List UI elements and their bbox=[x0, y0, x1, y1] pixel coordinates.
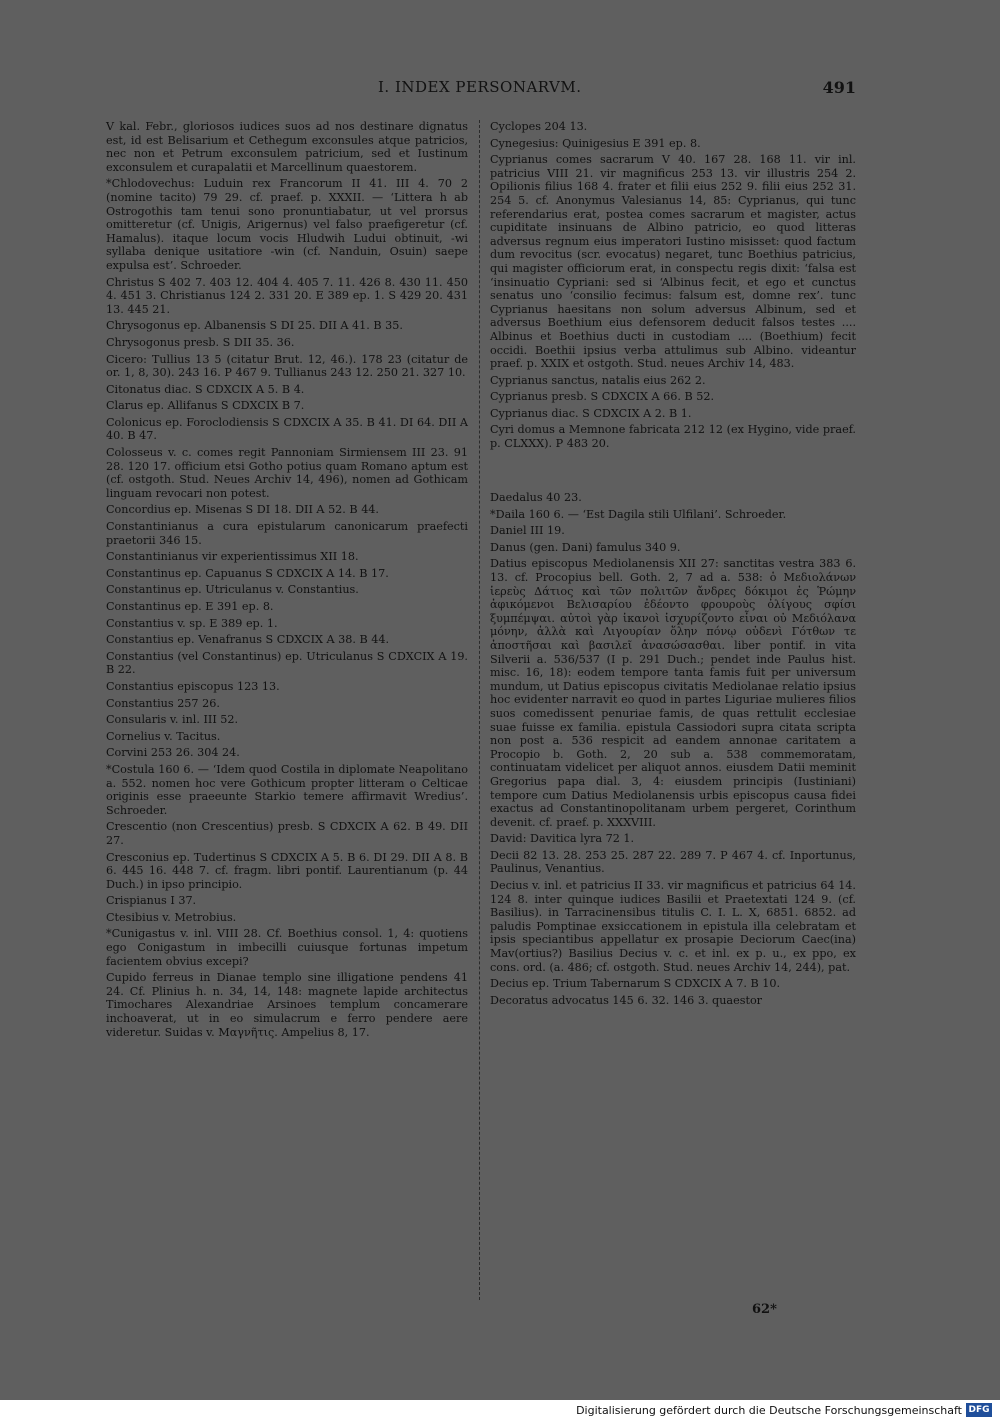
index-entry: Constantius 257 26. bbox=[106, 696, 220, 710]
left-column bbox=[106, 120, 468, 1042]
index-entry: Constantius episcopus 123 13. bbox=[106, 679, 280, 693]
index-entry: Chrysogonus presb. S DII 35. 36. bbox=[106, 335, 295, 349]
index-entry: Danus (gen. Dani) famulus 340 9. bbox=[490, 540, 681, 554]
index-entry: Cyri domus a Memnone fabricata 212 12 (ex Hygino, vide praef. p. CLXXX). P 483 20. bbox=[490, 423, 856, 451]
page-header bbox=[108, 78, 856, 104]
index-entry: Corvini 253 26. 304 24. bbox=[106, 746, 240, 760]
index-entry: Daedalus 40 23. bbox=[490, 491, 582, 505]
index-entry: Cyprianus diac. S CDXCIX A 2. B 1. bbox=[490, 406, 692, 420]
index-entry: Christus S 402 7. 403 12. 404 4. 405 7. 11. 426 8. 430 11. 450 4. 451 3. Christianus 124 2. 331 20. E 389 ep. 1. S 429 20. 431 13. 445 21. bbox=[106, 275, 468, 316]
section-gap bbox=[490, 462, 856, 480]
index-entry: Datius episcopus Mediolanensis XII 27: sanctitas vestra 383 6. 13. cf. Procopius bell. Goth. 2, 7 ad a. 538: ὁ Μεδιολάνων ἱερεὺς Δάτιος καὶ τῶν πολιτῶν ἄνδρες δόκιμοι ἐς Ῥώμην ἀφικόμενοι Βελισαρίου ἐδέοντο φρουροὺς ὀλίγους σφίσι ξυμπέμψαι. αὐτοὶ γὰρ ἱκανοὶ ἰσχυρίζοντο εἶναι οὐ Μεδιόλανα μόνην, ἀλλὰ καὶ Λιγουρίαν ὅλην πόνῳ οὐδενὶ Γότθων τε ἀποστῆσαι καὶ βασιλεῖ ἀνασώσασθαι. liber pontif. in vita Silverii a. 536/537 (I p. 291 Duch.; pendet inde Paulus hist. misc. 16, 18): eodem tempore tanta famis fuit per universum mundum, ut Datius episcopus civitatis Mediolanae relatio ipsius hoc evidenter narravit eo quod in partes Liguriae mulieres filios suos comedissent penuriae famis, de quas rettulit ecclesiae suae fuisse ex familia. epistula Cassiodori supra citata scripta non post a. 536 respicit ad eandem annonae caritatem a Procopio b. Goth. 2, 20 sub a. 538 commemoratam, continuatam videlicet per aliquot annos. eiusdem Datii meminit Gregorius papa dial. 3, 4: eiusdem principis (Iustiniani) tempore cum Datius Mediolanensis urbis episcopus causa fidei exactus ad Constantinopolitanam urbem pergeret, Corinthum devenit. cf. praef. p. XXXVIII. bbox=[490, 557, 856, 829]
signature-mark: 62* bbox=[752, 1302, 777, 1317]
footer-bar bbox=[0, 1400, 1000, 1421]
index-entry: *Cunigastus v. inl. VIII 28. Cf. Boethius consol. 1, 4: quotiens ego Conigastum in imbecilli cuiusque fortunas impetum facientem obvius excepi? bbox=[106, 927, 468, 968]
index-entry: Decius v. inl. et patricius II 33. vir magnificus et patricius 64 14. 124 8. inter quinque iudices Basilii et Praetextati 124 9. (cf. Basilius). in Tarracinensibus titulis C. I. L. X, 6851. 6852. ad paludis Pomptinae exsiccationem in epistula illa celebratam et ipsis speciantibus appellatur ex prosapie Deciorum Caec(ina) Mav(ortius?) Basilius Decius v. c. et inl. ex p. u., ex ppo, ex cons. ord. (a. 486; cf. ostgoth. Stud. neues Archiv 14, 244), pat. bbox=[490, 879, 856, 974]
index-entry: Cyprianus presb. S CDXCIX A 66. B 52. bbox=[490, 390, 715, 404]
index-entry: Citonatus diac. S CDXCIX A 5. B 4. bbox=[106, 382, 305, 396]
index-entry: Crescentio (non Crescentius) presb. S CDXCIX A 62. B 49. DII 27. bbox=[106, 820, 468, 847]
index-entry: *Daila 160 6. — ‘Est Dagila stili Ulfilani’. Schroeder. bbox=[490, 507, 787, 521]
page-number: 491 bbox=[822, 78, 856, 97]
index-entry: Decius ep. Trium Tabernarum S CDXCIX A 7. B 10. bbox=[490, 977, 781, 991]
index-entry: Decii 82 13. 28. 253 25. 287 22. 289 7. P 467 4. cf. Inportunus, Paulinus, Venantius. bbox=[490, 848, 856, 876]
index-entry: Colonicus ep. Foroclodiensis S CDXCIX A 35. B 41. DI 64. DII A 40. B 47. bbox=[106, 415, 468, 443]
footer-credit-text: Digitalisierung gefördert durch die Deutsche Forschungsgemeinschaft bbox=[576, 1404, 962, 1417]
index-entry: Constantinianus a cura epistularum canonicarum praefecti praetorii 346 15. bbox=[106, 520, 468, 547]
index-entry: Cornelius v. Tacitus. bbox=[106, 729, 221, 743]
index-entry: Constantinus ep. Capuanus S CDXCIX A 14. B 17. bbox=[106, 566, 389, 580]
index-entry: Cyprianus comes sacrarum V 40. 167 28. 168 11. vir inl. patricius VIII 21. vir magnificus 253 13. vir illustris 254 2. Opilionis filius 168 4. frater et filii eius 252 9. filii eius 252 31. 254 5. cf. Anonymus Valesianus 14, 85: Cyprianus, qui tunc referendarius erat, postea comes sacrarum et magister, actus cupiditate insinuans de Albino patricio, eo quod litteras adversus regnum eius imperatori Iustino misisset: quod factum dum revocitus (scr. evocatus) negaret, tunc Boethius patricius, qui magister officiorum erat, in conspectu regis dixit: ‘falsa est ‘insinuatio Cypriani: sed si ‘Albinus fecit, et ego et cunctus senatus uno ‘consilio fecimus: falsum est, domne rex’. tunc Cyprianus haesitans non solum adversus Albinum, sed et adversus Boethium eius defensorem deducit falsos testes .... Albinus et Boethius ducti in custodiam .... (Boethium) fecit occidi. Boethii ipsius verba attulimus sub Albino. videantur praef. p. XXIX et ostgoth. Stud. neues Archiv 14, 483. bbox=[490, 153, 856, 371]
index-entry: Constantinus ep. E 391 ep. 8. bbox=[106, 600, 274, 613]
index-entry: Ctesibius v. Metrobius. bbox=[106, 910, 237, 924]
index-entry: Clarus ep. Allifanus S CDXCIX B 7. bbox=[106, 399, 305, 413]
index-entry: Chrysogonus ep. Albanensis S DI 25. DII A 41. B 35. bbox=[106, 319, 403, 333]
index-entry: *Chlodovechus: Luduin rex Francorum II 41. III 4. 70 2 (nomine tacito) 79 29. cf. praef. p. XXXII. — ‘Littera h ab Ostrogothis tam tenui sono pronuntiabatur, ut vel prorsus omitteretur (cf. Unigis, Arigernus) vel falso praefigeretur (cf. Hamalus). itaque locum vocis Hludwih Ludui obtinuit, -wi syllaba denique usitatiore -win (cf. Nanduin, Osuin) saepe expulsa est’. Schroeder. bbox=[106, 177, 468, 272]
index-entry: Constantius ep. Venafranus S CDXCIX A 38. B 44. bbox=[106, 633, 390, 647]
index-entry: David: Davitica lyra 72 1. bbox=[490, 832, 635, 846]
index-entry: Decoratus advocatus 145 6. 32. 146 3. quaestor bbox=[490, 993, 763, 1007]
dfg-logo-icon: DFG bbox=[966, 1403, 992, 1417]
index-entry: *Costula 160 6. — ‘Idem quod Costila in diplomate Neapolitano a. 552. nomen hoc vere Gothicum propter litteram o Celticae originis esse praeeunte Starkio temere affirmavit Wredius’. Schroeder. bbox=[106, 762, 468, 817]
index-entry: Concordius ep. Misenas S DI 18. DII A 52. B 44. bbox=[106, 503, 379, 517]
index-entry: Cynegesius: Quinigesius E 391 ep. 8. bbox=[490, 136, 701, 150]
index-entry: Cresconius ep. Tudertinus S CDXCIX A 5. B 6. DI 29. DII A 8. B 6. 445 16. 448 7. cf. fragm. libri pontif. Laurentianum (p. 44 Duch.) in ipso principio. bbox=[106, 850, 468, 891]
running-title: I. INDEX PERSONARVM. bbox=[378, 78, 582, 96]
index-entry: Cupido ferreus in Dianae templo sine illigatione pendens 41 24. Cf. Plinius h. n. 34, 14, 148: magnete lapide architectus Timochares Alexandriae Arsinoes templum concamerare inchoaverat, ut in eo simulacrum e ferro pendere aere videretur. Suidas v. Μαγνῆτις. Ampelius 8, 17. bbox=[106, 971, 468, 1039]
index-entry: Constantinianus vir experientissimus XII 18. bbox=[106, 550, 359, 564]
index-entry: Constantius (vel Constantinus) ep. Utriculanus S CDXCIX A 19. B 22. bbox=[106, 649, 468, 677]
index-entry: Consularis v. inl. III 52. bbox=[106, 713, 239, 727]
index-entry: Cyprianus sanctus, natalis eius 262 2. bbox=[490, 373, 706, 387]
index-entry: Cicero: Tullius 13 5 (citatur Brut. 12, 46.). 178 23 (citatur de or. 1, 8, 30). 243 16. P 467 9. Tullianus 243 12. 250 21. 327 10. bbox=[106, 352, 468, 380]
index-entry: Colosseus v. c. comes regit Pannoniam Sirmiensem III 23. 91 28. 120 17. officium etsi Gotho potius quam Romano aptum est (cf. ostgoth. Stud. Neues Archiv 14, 496), nomen ad Gothicam linguam revocari non potest. bbox=[106, 446, 468, 500]
index-entry: Cyclopes 204 13. bbox=[490, 120, 588, 133]
right-column bbox=[490, 120, 856, 1010]
index-entry: Daniel III 19. bbox=[490, 524, 565, 538]
index-entry: Constantinus ep. Utriculanus v. Constantius. bbox=[106, 583, 359, 597]
column-divider bbox=[479, 120, 481, 1300]
index-entry: Crispianus I 37. bbox=[106, 894, 197, 908]
index-entry: V kal. Febr., gloriosos iudices suos ad nos destinare dignatus est, id est Belisarium et Cethegum exconsules atque patricios, nec non et Petrum exconsulem patricium, sed et Iustinum exconsulem et curapalatii et Marcellinum quaestorem. bbox=[106, 120, 468, 174]
index-entry: Constantius v. sp. E 389 ep. 1. bbox=[106, 616, 278, 630]
